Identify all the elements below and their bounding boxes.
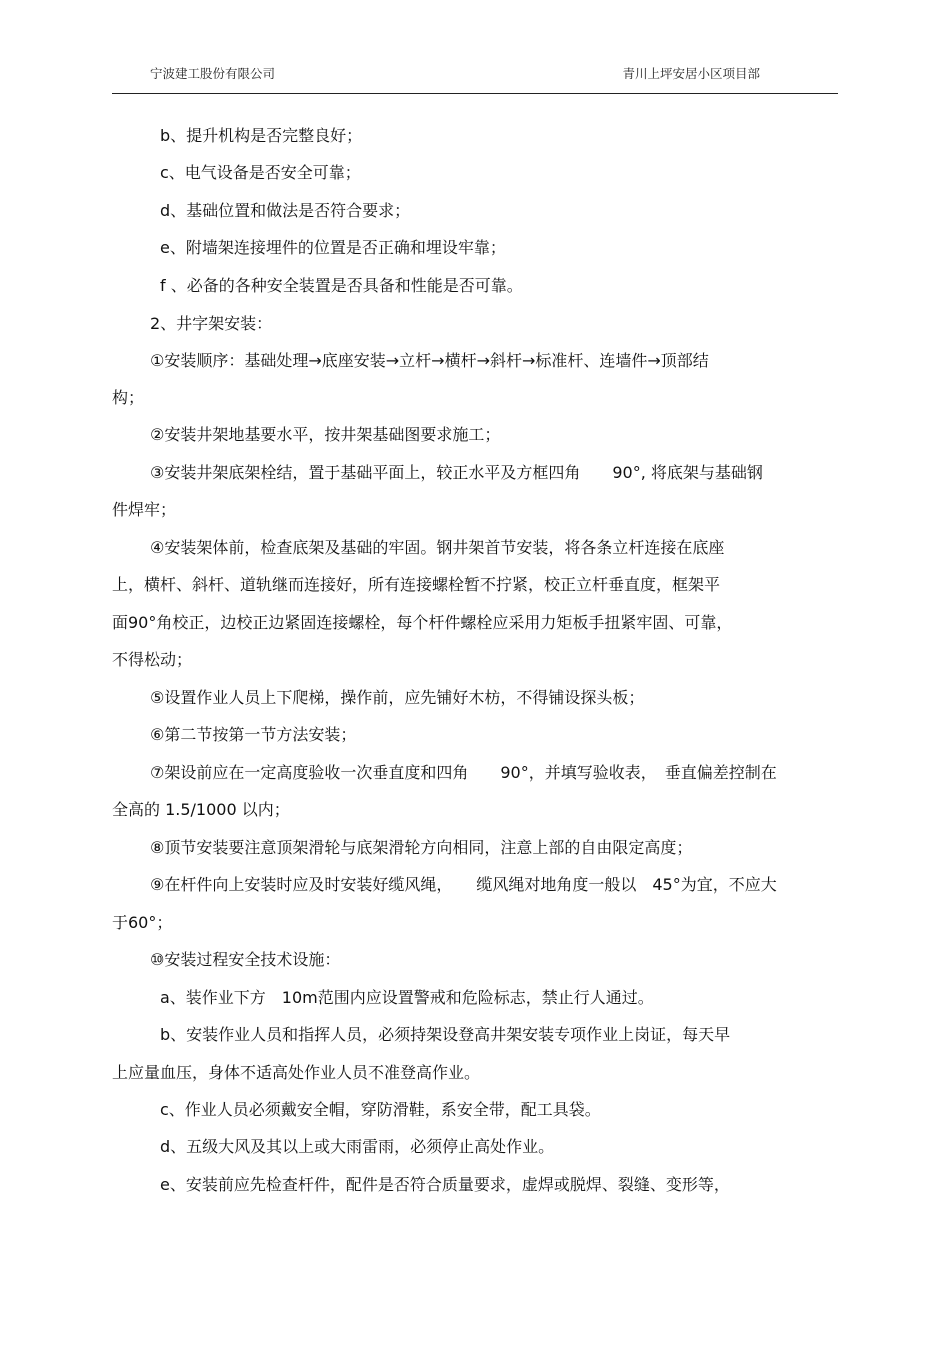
text-line: c、电气设备是否安全可靠；: [160, 163, 361, 182]
text-line: 件焊牢；: [112, 500, 177, 519]
text-line: ⑧顶节安装要注意顶架滑轮与底架滑轮方向相同，注意上部的自由限定高度；: [150, 838, 693, 857]
text-line: 于60°；: [112, 913, 173, 932]
text-line: ⑦架设前应在一定高度验收一次垂直度和四角 90°，并填写验收表， 垂直偏差控制在: [150, 763, 777, 782]
page-header: [112, 0, 838, 94]
text-line: d、五级大风及其以上或大雨雷雨，必须停止高处作业。: [160, 1137, 555, 1156]
text-line: d、基础位置和做法是否符合要求；: [160, 201, 411, 220]
text-line: ②安装井架地基要水平，按井架基础图要求施工；: [150, 425, 501, 444]
text-line: e、安装前应先检查杆件，配件是否符合质量要求，虚焊或脱焊、裂缝、变形等，: [160, 1175, 730, 1194]
text-line: e、附墙架连接埋件的位置是否正确和埋设牢靠；: [160, 238, 506, 257]
text-line: 面90°角校正，边校正边紧固连接螺栓，每个杆件螺栓应采用力矩板手扭紧牢固、可靠，: [112, 613, 733, 632]
text-line: 构；: [112, 388, 145, 407]
text-line: ⑥第二节按第一节方法安装；: [150, 725, 357, 744]
text-line: 全高的 1.5/1000 以内；: [112, 800, 290, 819]
text-line: 上，横杆、斜杆、道轨继而连接好，所有连接螺栓暂不拧紧，校正立杆垂直度，框架平: [112, 575, 721, 594]
text-line: ⑩安装过程安全技术设施：: [150, 950, 341, 969]
text-line: a、装作业下方 10m范围内应设置警戒和危险标志，禁止行人通过。: [160, 988, 654, 1007]
text-line: ⑨在杆件向上安装时应及时安装好缆风绳， 缆风绳对地角度一般以 45°为宜，不应大: [150, 875, 777, 894]
section-heading: 2、井字架安装：: [150, 314, 273, 333]
text-line: b、安装作业人员和指挥人员，必须持架设登高井架安装专项作业上岗证，每天早: [160, 1025, 731, 1044]
header-project: 青川上坪安居小区项目部: [622, 66, 760, 81]
text-line: 上应量血压，身体不适高处作业人员不准登高作业。: [112, 1063, 481, 1082]
text-line: b、提升机构是否完整良好；: [160, 126, 363, 145]
text-line: f 、必备的各种安全装置是否具备和性能是否可靠。: [160, 276, 523, 295]
header-company: 宁波建工股份有限公司: [150, 66, 276, 81]
text-line: ①安装顺序：基础处理→底座安装→立杆→横杆→斜杆→标准杆、连墙件→顶部结: [150, 351, 709, 370]
text-line: ③安装井架底架栓结，置于基础平面上，较正水平及方框四角 90°, 将底架与基础钢: [150, 463, 763, 482]
text-line: ④安装架体前，检查底架及基础的牢固。钢井架首节安装，将各条立杆连接在底座: [150, 538, 725, 557]
text-line: 不得松动；: [112, 650, 193, 669]
text-line: c、作业人员必须戴安全帽，穿防滑鞋，系安全带，配工具袋。: [160, 1100, 601, 1119]
text-line: ⑤设置作业人员上下爬梯，操作前，应先铺好木枋，不得铺设探头板；: [150, 688, 645, 707]
